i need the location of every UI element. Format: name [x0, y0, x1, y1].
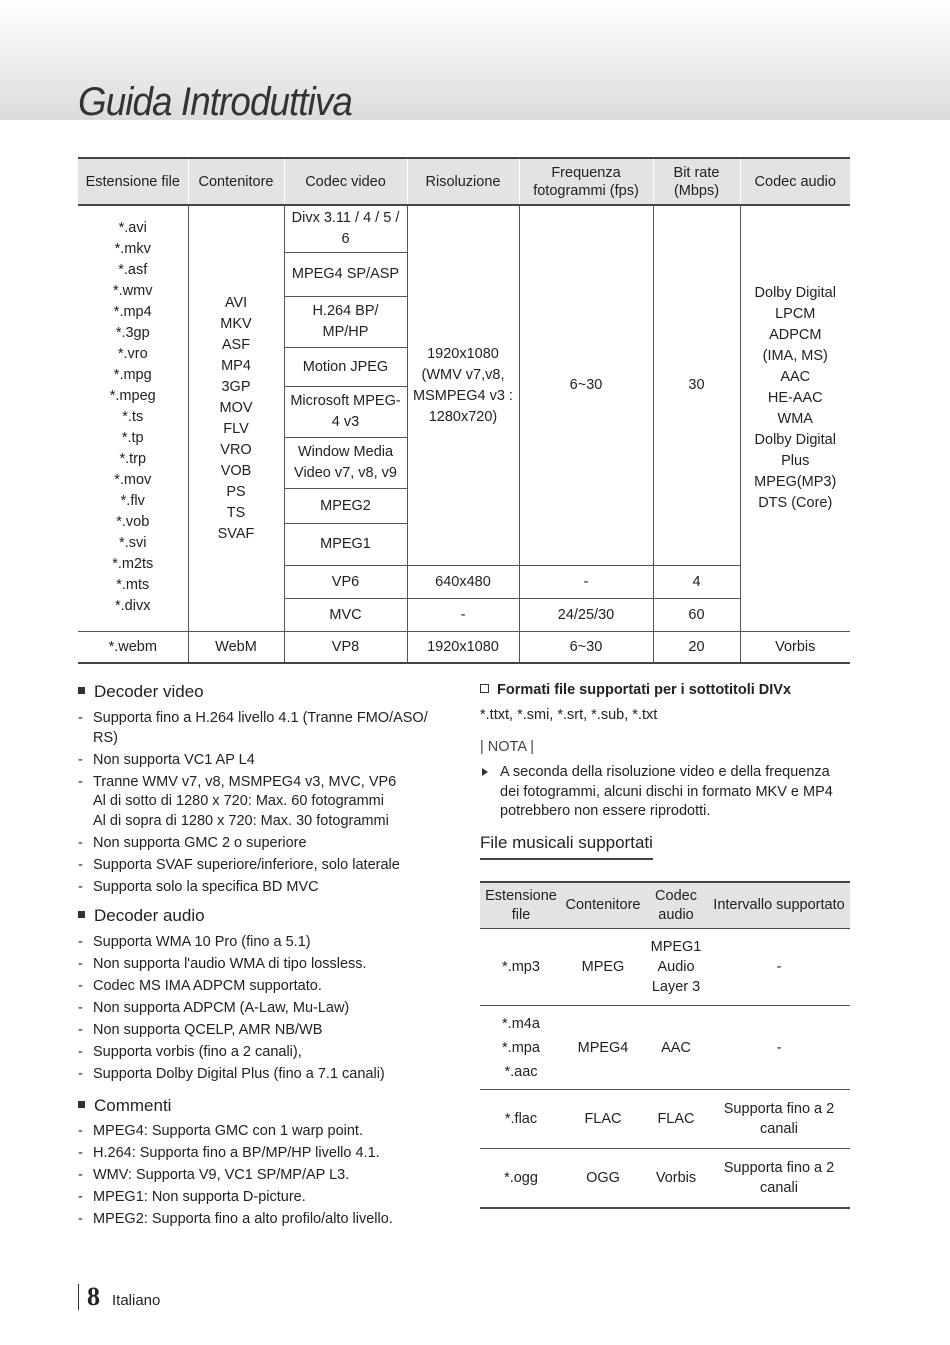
resolution-cell: 640x480	[407, 566, 519, 599]
fps-cell: -	[519, 566, 653, 599]
column-header: Codec video	[284, 158, 407, 205]
decoder-audio-heading: Decoder audio	[78, 906, 205, 926]
list-item	[78, 1166, 438, 1186]
list-item: *.divx	[115, 598, 151, 614]
list-item: *.trp	[119, 451, 147, 467]
list-item: ADPCM	[769, 327, 822, 343]
list-item	[78, 977, 438, 997]
music-format-table	[480, 881, 850, 1209]
decoder-video-heading: Decoder video	[78, 682, 204, 702]
note-label: | NOTA |	[480, 739, 534, 755]
list-item: *.m2ts	[112, 556, 154, 572]
codec-cell: MVC	[284, 599, 407, 632]
codec-cell: Divx 3.11 / 4 / 5 / 6	[284, 205, 407, 253]
list-item	[78, 834, 438, 854]
list-item: *.mp4	[113, 304, 152, 320]
page-language: Italiano	[112, 1292, 161, 1309]
list-item: TS	[226, 504, 246, 521]
column-header: Intervallo supportato	[708, 882, 850, 929]
list-item: Dolby Digital	[754, 285, 836, 301]
commenti-heading: Commenti	[78, 1096, 171, 1116]
list-item-text: Non supporta QCELP, AMR NB/WB	[93, 1022, 323, 1038]
list-item: SVAF	[217, 525, 255, 542]
fps-cell: 6~30	[519, 205, 653, 566]
footer-divider	[78, 1284, 79, 1310]
list-item-text: Supporta WMA 10 Pro (fino a 5.1)	[93, 934, 311, 950]
list-item	[78, 999, 438, 1019]
codec-cell: MPEG1	[284, 524, 407, 566]
codec-cell: MPEG1 Audio Layer 3	[644, 929, 708, 1006]
audio-codec-cell: Vorbis	[740, 632, 850, 664]
extension-cell: *.ogg	[480, 1149, 562, 1208]
list-item: *.mts	[116, 577, 150, 593]
list-item	[78, 1021, 438, 1041]
column-header: Risoluzione	[407, 158, 519, 205]
list-item-text: Non supporta VC1 AP L4	[93, 751, 255, 768]
list-item: MP4	[221, 357, 251, 374]
resolution-cell: 1920x1080	[407, 632, 519, 664]
checkbox-bullet-icon	[480, 684, 489, 693]
container-cell: WebM	[188, 632, 284, 664]
codec-cell: Vorbis	[644, 1149, 708, 1208]
commenti-list	[78, 1122, 438, 1232]
list-item: AAC	[780, 369, 811, 385]
codec-cell: Window Media Video v7, v8, v9	[284, 438, 407, 489]
list-item: PS	[226, 483, 246, 500]
list-item: DTS (Core)	[758, 495, 833, 511]
list-item: *.mov	[114, 472, 152, 488]
table-header-row	[78, 158, 850, 205]
extension-list-cell	[78, 205, 188, 632]
list-item-text: Supporta SVAF superiore/inferiore, solo laterale	[93, 856, 400, 873]
column-header: Frequenza fotogrammi (fps)	[519, 158, 653, 205]
table-row	[480, 1149, 850, 1208]
list-item	[78, 1188, 438, 1208]
column-header: Codec audio	[740, 158, 850, 205]
codec-cell: VP6	[284, 566, 407, 599]
column-header: Estensione file	[78, 158, 188, 205]
fps-cell: 24/25/30	[519, 599, 653, 632]
table-header-row	[480, 882, 850, 929]
subtitle-formats: *.ttxt, *.smi, *.srt, *.sub, *.txt	[480, 707, 658, 723]
column-header: Estensione file	[480, 882, 562, 929]
codec-cell: MPEG2	[284, 489, 407, 524]
fps-cell: 6~30	[519, 632, 653, 664]
list-item: MKV	[220, 315, 252, 332]
list-item	[78, 1065, 438, 1085]
container-cell: MPEG	[562, 929, 644, 1006]
square-bullet-icon	[78, 1101, 85, 1108]
range-cell: Supporta fino a 2 canali	[708, 1090, 850, 1149]
list-item	[78, 773, 438, 832]
list-item: *.svi	[119, 535, 147, 551]
audio-codec-list-cell	[740, 205, 850, 632]
range-cell: -	[708, 1006, 850, 1090]
list-item-text: Non supporta GMC 2 o superiore	[93, 834, 307, 851]
list-item: *.asf	[118, 262, 148, 278]
column-header: Contenitore	[562, 882, 644, 929]
list-item: *.vob	[116, 514, 150, 530]
list-item	[78, 1122, 438, 1142]
bitrate-cell: 20	[653, 632, 740, 664]
list-item	[78, 933, 438, 953]
list-item-text: H.264: Supporta fino a BP/MP/HP livello 4.1.	[93, 1145, 380, 1161]
list-item: *.mkv	[114, 241, 151, 257]
audio-codec-list	[744, 283, 848, 514]
list-item	[78, 1043, 438, 1063]
list-item: *.mpg	[113, 367, 152, 383]
table-row	[480, 1090, 850, 1149]
container-list	[192, 293, 281, 545]
resolution-cell: 1920x1080 (WMV v7,v8, MSMPEG4 v3 : 1280x720)	[407, 205, 519, 566]
range-cell: -	[708, 929, 850, 1006]
extension-cell: *.webm	[78, 632, 188, 664]
list-item: VOB	[220, 462, 252, 479]
range-cell: Supporta fino a 2 canali	[708, 1149, 850, 1208]
list-item-text: Supporta fino a H.264 livello 4.1 (Tranne FMO/ASO/ RS)	[93, 710, 428, 746]
list-item	[78, 751, 438, 771]
list-item	[78, 878, 438, 898]
list-item-text: Tranne WMV v7, v8, MSMPEG4 v3, MVC, VP6 Al di sotto di 1280 x 720: Max. 60 fotogrammi Al di sopra di 1280 x 720: Max. 30 fotogrammi	[93, 773, 397, 829]
list-item-text: Non supporta ADPCM (A-Law, Mu-Law)	[93, 1000, 350, 1016]
video-format-table	[78, 157, 850, 664]
codec-cell: FLAC	[644, 1090, 708, 1149]
list-item: MOV	[219, 399, 253, 416]
list-item	[78, 856, 438, 876]
extension-cell: *.m4a *.mpa *.aac	[480, 1006, 562, 1090]
list-item: (IMA, MS)	[762, 348, 828, 364]
list-item-text: Supporta Dolby Digital Plus (fino a 7.1 canali)	[93, 1066, 385, 1082]
list-item-text: WMV: Supporta V9, VC1 SP/MP/AP L3.	[93, 1167, 350, 1183]
list-item-text: Non supporta l'audio WMA di tipo lossless.	[93, 956, 367, 972]
list-item: AVI	[224, 294, 248, 311]
container-cell: MPEG4	[562, 1006, 644, 1090]
extension-cell: *.mp3	[480, 929, 562, 1006]
list-item: LPCM	[775, 306, 816, 322]
codec-cell: MPEG4 SP/ASP	[284, 253, 407, 297]
list-item: *.tp	[121, 430, 144, 446]
note-text: A seconda della risoluzione video e della frequenza dei fotogrammi, alcuni dischi in formato MKV e MP4 potrebbero non essere riprodotti.	[500, 764, 833, 819]
webm-row	[78, 632, 850, 664]
page-number: 8	[87, 1282, 100, 1311]
bitrate-cell: 60	[653, 599, 740, 632]
list-item: FLV	[223, 420, 249, 437]
column-header: Codec audio	[644, 882, 708, 929]
triangle-right-icon	[482, 768, 488, 776]
column-header: Contenitore	[188, 158, 284, 205]
list-item-text: Codec MS IMA ADPCM supportato.	[93, 978, 322, 994]
list-item	[78, 1144, 438, 1164]
list-item-text: Supporta vorbis (fino a 2 canali),	[93, 1044, 302, 1060]
list-item-text: MPEG4: Supporta GMC con 1 warp point.	[93, 1123, 363, 1139]
list-item: Dolby Digital Plus	[754, 432, 836, 469]
extension-list	[81, 218, 185, 617]
decoder-audio-list	[78, 933, 438, 1087]
table-row	[480, 929, 850, 1006]
decoder-video-list	[78, 709, 438, 900]
list-item-text: Supporta solo la specifica BD MVC	[93, 878, 319, 895]
codec-cell: H.264 BP/ MP/HP	[284, 297, 407, 348]
container-list-cell	[188, 205, 284, 632]
resolution-cell: -	[407, 599, 519, 632]
list-item	[78, 709, 438, 748]
codec-cell: Microsoft MPEG-4 v3	[284, 387, 407, 438]
bitrate-cell: 4	[653, 566, 740, 599]
list-item: HE-AAC	[767, 390, 823, 406]
list-item: WMA	[777, 411, 813, 427]
column-header: Bit rate (Mbps)	[653, 158, 740, 205]
list-item: *.avi	[118, 220, 147, 236]
list-item: *.ts	[122, 409, 144, 425]
list-item	[78, 955, 438, 975]
subtitles-heading: Formati file supportati per i sottotitoli DIVx	[480, 682, 791, 698]
list-item	[78, 1210, 438, 1230]
list-item: *.wmv	[113, 283, 153, 299]
square-bullet-icon	[78, 687, 85, 694]
container-cell: FLAC	[562, 1090, 644, 1149]
music-heading: File musicali supportati	[480, 833, 653, 860]
list-item: *.mpeg	[109, 388, 156, 404]
square-bullet-icon	[78, 911, 85, 918]
list-item: MPEG(MP3)	[754, 474, 837, 490]
codec-cell: VP8	[284, 632, 407, 664]
extension-cell: *.flac	[480, 1090, 562, 1149]
codec-cell: AAC	[644, 1006, 708, 1090]
list-item: *.flv	[120, 493, 145, 509]
list-item-text: MPEG2: Supporta fino a alto profilo/alto livello.	[93, 1211, 393, 1227]
list-item-text: MPEG1: Non supporta D-picture.	[93, 1189, 306, 1205]
list-item: ASF	[221, 336, 251, 353]
list-item: *.vro	[117, 346, 148, 362]
codec-cell: Motion JPEG	[284, 348, 407, 387]
page-title: Guida Introduttiva	[78, 80, 352, 124]
list-item: *.3gp	[115, 325, 150, 341]
container-cell: OGG	[562, 1149, 644, 1208]
table-row	[480, 1006, 850, 1090]
list-item: 3GP	[221, 378, 251, 395]
list-item: VRO	[220, 441, 252, 458]
bitrate-cell: 30	[653, 205, 740, 566]
